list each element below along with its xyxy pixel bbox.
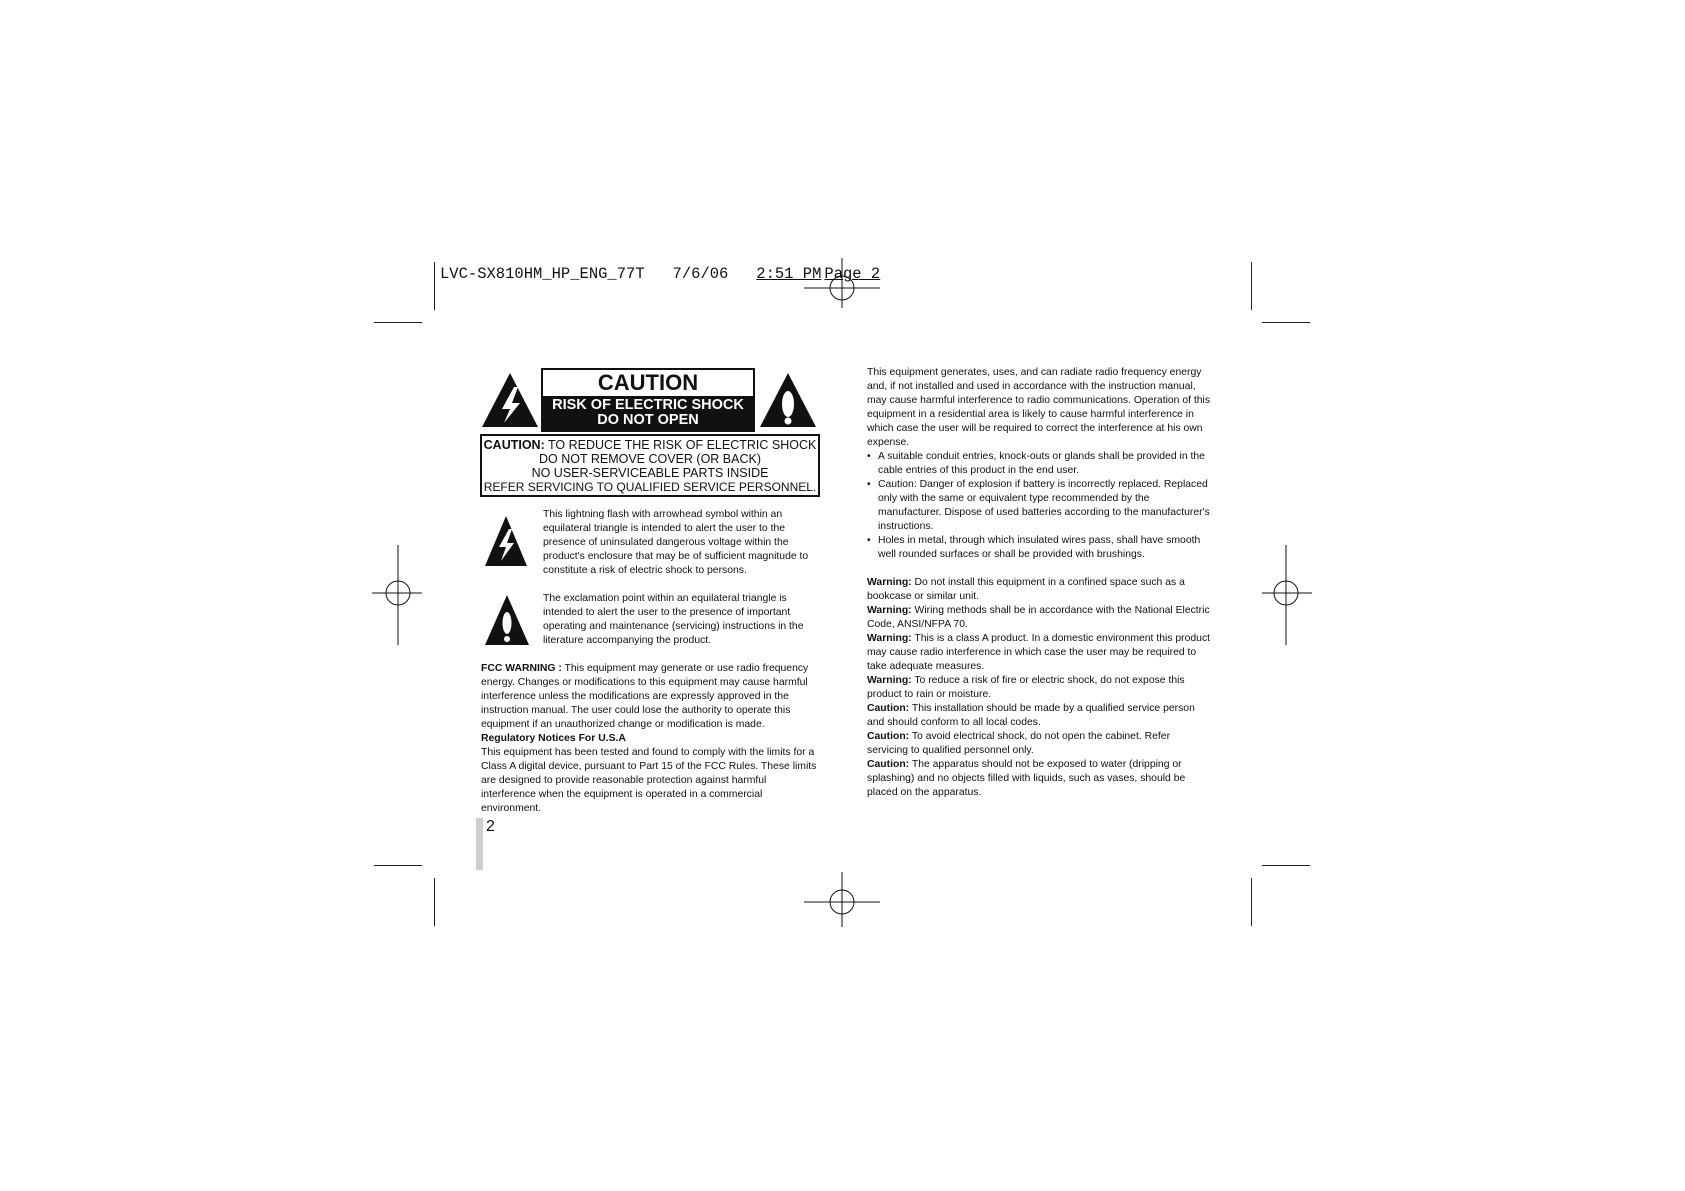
shock-warning-box [480,434,820,497]
lightning-triangle-icon [484,515,528,567]
registration-mark-icon [1262,545,1312,645]
notice-item: Caution: The apparatus should not be exposed to water (dripping or splashing) and no objects filled with liquids, such as vases, should be placed on the apparatus. [867,759,1186,798]
notice-item: Warning: This is a class A product. In a domestic environment this product may cause radio interference in which case the user may be required to take adequate measures. [867,633,1211,672]
caution-label [541,368,755,432]
warning-line-2: DO NOT REMOVE COVER (OR BACK) [538,452,761,466]
fcc-section [481,662,823,816]
print-slug [440,265,880,283]
crop-mark [1262,322,1310,323]
regulatory-heading: Regulatory Notices For U.S.A [481,733,626,744]
fcc-label: FCC WARNING : [481,663,562,674]
notice-item: Warning: To reduce a risk of fire or electric shock, do not expose this product to rain or moisture. [867,675,1185,700]
warning-lead: CAUTION: [483,438,545,452]
warning-line-1: TO REDUCE THE RISK OF ELECTRIC SHOCK [548,438,817,452]
intro-paragraph: This equipment generates, uses, and can radiate radio frequency energy and, if not installed and used in accordance with the instruction manual, may cause harmful interference to radio communications. Operation of this equipment in a residential area is likely to cause harmful interference in which case the user will be required to correct the interference at his own expense. [867,367,1211,448]
caution-black-band [543,396,753,430]
list-item: • Holes in metal, through which insulated wires pass, shall have smooth well rounded surfaces or shall be provided with brushings. [867,534,1212,562]
crop-mark [1251,878,1252,926]
crop-mark [434,262,435,310]
notice-item: Warning: Wiring methods shall be in accordance with the National Electric Code, ANSI/NFPA 70. [867,605,1210,630]
caution-title: CAUTION [597,370,699,395]
notice-item: Caution: To avoid electrical shock, do not open the cabinet. Refer servicing to qualified personnel only. [867,731,1171,756]
crop-mark [1251,262,1252,310]
notice-item: Caution: This installation should be made by a qualified service person and should conform to all local codes. [867,703,1195,728]
crop-mark [374,865,422,866]
warning-line-3: NO USER-SERVICEABLE PARTS INSIDE [531,466,769,480]
page-number: 2 [486,818,495,835]
page-number-bar [476,818,483,870]
slug-page: Page 2 [824,265,881,283]
warning-line-4: REFER SERVICING TO QUALIFIED SERVICE PERSONNEL. [483,480,817,494]
slug-time: 2:51 PM [756,265,822,283]
slug-filename: LVC-SX810HM_HP_ENG_77T [440,265,645,283]
lightning-warning-icon [480,371,540,429]
registration-mark-icon [372,545,422,645]
list-item: • Caution: Danger of explosion if battery is incorrectly replaced. Replaced only with the same or equivalent type recommended by the manufacturer. Dispose of used batteries according to the manufacturer's instructions. [867,478,1212,534]
crop-mark [1262,865,1310,866]
registration-mark-icon [792,872,892,932]
right-column [867,366,1212,800]
regulatory-text: This equipment has been tested and found to comply with the limits for a Class A digital device, pursuant to Part 15 of the FCC Rules. These limits are designed to provide reasonable protection against harmful interference when the equipment is operated in a commercial environment. [481,747,817,814]
crop-mark [434,878,435,926]
fcc-text: This equipment may generate or use radio frequency energy. Changes or modifications to this equipment may cause harmful interference unless the modifications are expressly approved in the instruction manual. The user could lose the authority to operate this equipment if an unauthorized change or modification is made. [481,663,809,730]
notice-item: Warning: Do not install this equipment in a confined space such as a bookcase or similar unit. [867,577,1185,602]
crop-mark [374,322,422,323]
lightning-symbol-text: This lightning flash with arrowhead symbol within an equilateral triangle is intended to alert the user to the presence of uninsulated dangerous voltage within the product's enclosure that may be of sufficient magnitude to constitute a risk of electric shock to persons. [543,509,809,576]
exclamation-warning-icon [758,371,818,429]
exclamation-triangle-icon [484,594,530,646]
exclamation-symbol-text: The exclamation point within an equilateral triangle is intended to alert the user to the presence of important operating and maintenance (servicing) instructions in the literature accompanying the product. [543,593,804,646]
caution-line-1: RISK OF ELECTRIC SHOCK [552,397,744,413]
list-item: • A suitable conduit entries, knock-outs or glands shall be provided in the cable entries of this product in the end user. [867,450,1212,478]
slug-date: 7/6/06 [672,265,729,283]
caution-line-2: DO NOT OPEN [597,412,699,428]
